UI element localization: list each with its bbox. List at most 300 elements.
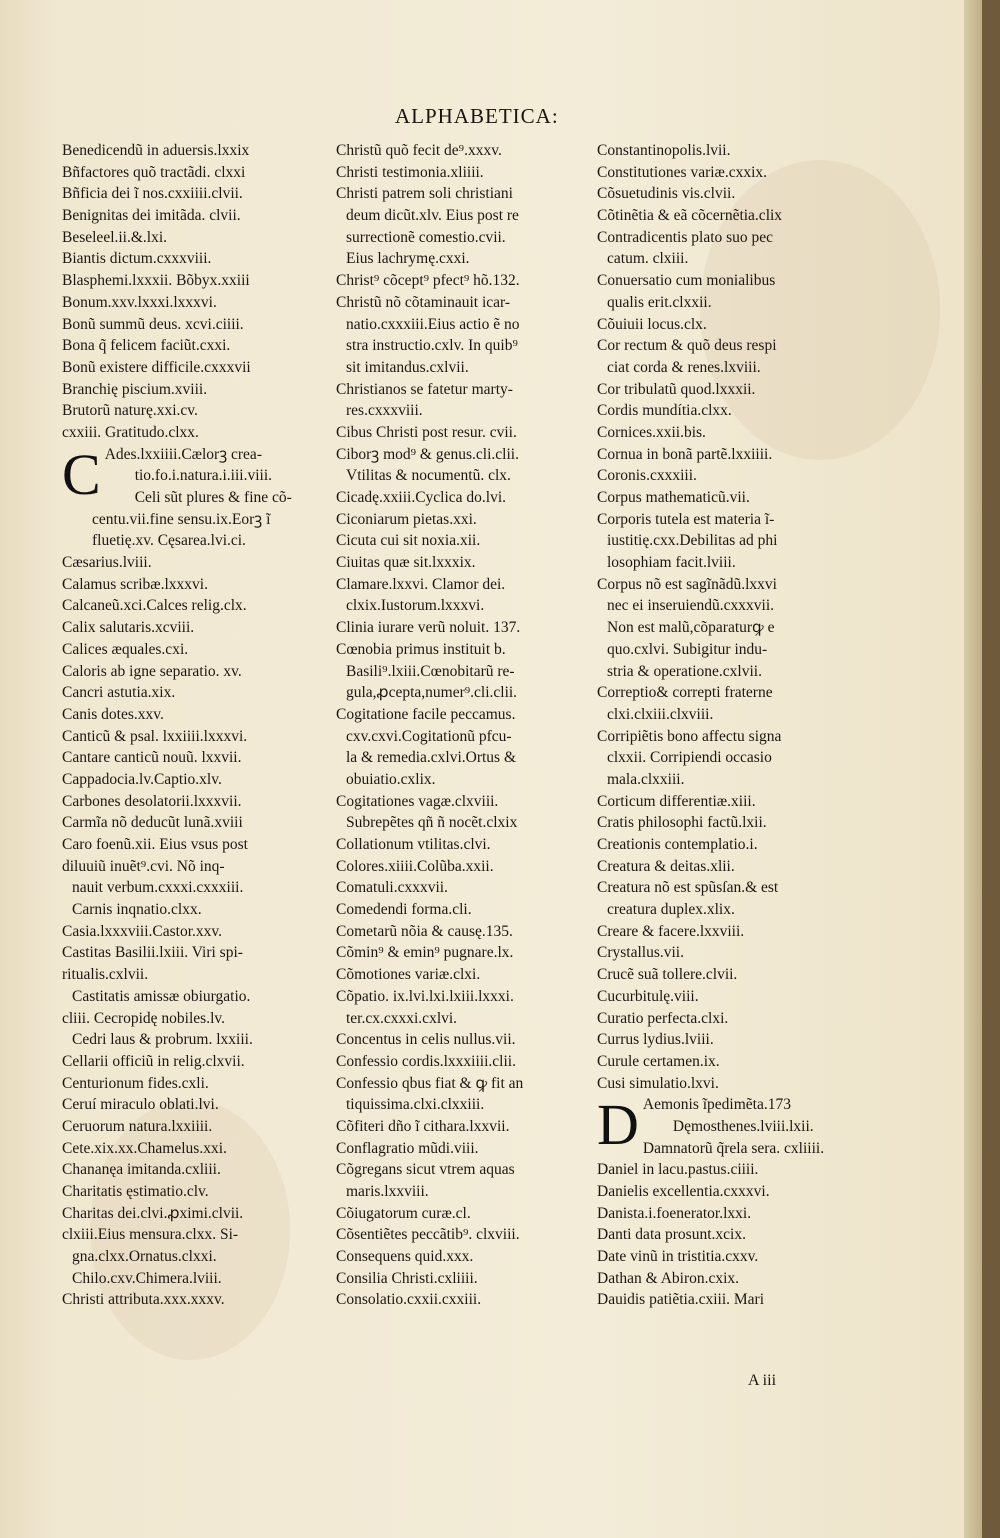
- index-entry-text: Cõfiteri dño ĩ cithara.lxxvii.: [336, 1117, 510, 1135]
- index-entry: [597, 921, 857, 943]
- index-entry-text: creatura duplex.xlix.: [607, 901, 735, 919]
- index-entry-text: Christi attributa.xxx.xxxv.: [62, 1291, 225, 1309]
- index-entry-text: Danielis excellentia.cxxxvi.: [597, 1183, 770, 1200]
- index-entry: [597, 248, 857, 270]
- index-entry-text: Cellarii officiũ in relig.clxvii.: [62, 1052, 245, 1070]
- index-entry: [62, 270, 327, 292]
- index-entry: [597, 1029, 857, 1051]
- index-entry: [336, 704, 598, 726]
- index-entry-text: Cõmin⁹ & emin⁹ pugnare.lx.: [336, 944, 514, 962]
- index-entry: [336, 205, 598, 227]
- index-entry: [336, 552, 598, 574]
- index-entry: [336, 726, 598, 748]
- index-entry: [62, 639, 327, 661]
- index-entry-text: Benedicendũ in aduersis.lxxix: [62, 142, 250, 159]
- index-entry: [336, 639, 598, 661]
- index-entry-text: Creare & facere.lxxviii.: [597, 922, 745, 940]
- index-entry: [597, 942, 857, 964]
- index-entry: [597, 335, 857, 357]
- index-entry: [62, 292, 327, 314]
- index-entry-text: Christi testimonia.xliiii.: [336, 163, 484, 181]
- index-entry: [336, 964, 598, 986]
- index-entry: [597, 834, 857, 856]
- index-entry: [62, 183, 327, 205]
- index-entry: [597, 1289, 857, 1311]
- index-entry-text: Cõsuetudinis vis.clvii.: [597, 185, 736, 203]
- index-entry-text: Branchię piscium.xviii.: [62, 380, 208, 398]
- index-entry-text: Charitatis ęstimatio.clv.: [62, 1183, 209, 1200]
- index-entry: [62, 335, 327, 357]
- index-entry-text: Dathan & Abiron.cxix.: [597, 1269, 740, 1287]
- index-entry: [597, 530, 857, 552]
- index-entry-text: tio.fo.i.natura.i.iii.viii.: [134, 467, 273, 485]
- index-entry: [336, 661, 598, 683]
- index-entry: [336, 1224, 598, 1246]
- index-entry-text: gna.clxx.Ornatus.clxxi.: [72, 1248, 217, 1266]
- index-entry: [597, 465, 857, 487]
- index-entry: [62, 1008, 327, 1030]
- index-entry: [597, 205, 857, 227]
- index-entry-text: Cordis mundítia.clxx.: [597, 402, 732, 420]
- index-entry-text: Collationum vtilitas.clvi.: [336, 836, 491, 853]
- index-entry: [62, 1159, 327, 1181]
- index-entry: [597, 1203, 857, 1225]
- index-entry: [336, 1116, 598, 1138]
- index-entry: [62, 205, 327, 227]
- index-entry-text: Cõsentiẽtes peccãtib⁹. clxviii.: [336, 1226, 520, 1244]
- index-entry: [336, 769, 598, 791]
- index-entry: [336, 1008, 598, 1030]
- index-entry-text: Christũ nõ cõtaminauit icar-: [336, 293, 511, 311]
- index-entry: [336, 465, 598, 487]
- index-entry-text: Coronis.cxxxiii.: [597, 467, 697, 485]
- index-entry-text: Cusi simulatio.lxvi.: [597, 1074, 719, 1092]
- index-entry: [62, 856, 327, 878]
- index-entry: [62, 595, 327, 617]
- index-entry: [62, 314, 327, 336]
- index-entry-text: Currus lydius.lviii.: [597, 1031, 714, 1049]
- index-entry-text: Cucurbitulę.viii.: [597, 987, 699, 1005]
- index-entry-text: clxix.Iustorum.lxxxvi.: [346, 597, 485, 615]
- index-entry: [62, 986, 327, 1008]
- index-entry: [62, 1094, 327, 1116]
- index-entry-text: Danti data prosunt.xcix.: [597, 1226, 746, 1244]
- index-entry: [62, 422, 327, 444]
- index-entry: [597, 444, 857, 466]
- index-entry: [336, 1246, 598, 1268]
- index-entry-text: Cappadocia.lv.Captio.xlv.: [62, 770, 222, 788]
- index-entry: [336, 400, 598, 422]
- index-entry-text: Vtilitas & nocumentũ. clx.: [346, 467, 511, 485]
- index-entry-text: gula,ꝓcepta,numer⁹.cli.clii.: [346, 684, 518, 702]
- index-entry-text: Aemonis ĩpedimẽta.173: [642, 1096, 791, 1114]
- index-entry-text: catum. clxiii.: [607, 250, 689, 268]
- index-entry: [597, 964, 857, 986]
- index-entry: [336, 379, 598, 401]
- index-entry: [62, 509, 327, 531]
- index-entry-text: Carmĩa nõ deducũt lunã.xviii: [62, 814, 243, 832]
- index-entry: [62, 530, 327, 552]
- index-entry-text: Crucẽ suã tollere.clvii.: [597, 966, 738, 984]
- index-entry: [62, 661, 327, 683]
- index-entry: [62, 1073, 327, 1095]
- index-entry-text: Dęmosthenes.lviii.lxii.: [672, 1117, 814, 1135]
- index-entry: [336, 877, 598, 899]
- index-entry: [336, 422, 598, 444]
- index-entry-text: Ceruí miraculo oblati.lvi.: [62, 1096, 219, 1114]
- index-entry-text: Cõiugatorum curæ.cl.: [336, 1204, 471, 1222]
- index-entry: [597, 726, 857, 748]
- index-entry-text: Bonũ existere difficile.cxxxvii: [62, 358, 251, 376]
- index-entry-text: Curule certamen.ix.: [597, 1052, 720, 1070]
- index-entry-text: Danista.i.foenerator.lxxi.: [597, 1204, 752, 1222]
- index-entry-text: Christ⁹ cõcept⁹ pfect⁹ hõ.132.: [336, 272, 520, 290]
- index-entry: [597, 422, 857, 444]
- index-entry: [597, 682, 857, 704]
- index-entry: [597, 661, 857, 683]
- index-entry: [62, 1029, 327, 1051]
- index-entry: [336, 487, 598, 509]
- index-entry: [62, 1246, 327, 1268]
- index-entry-text: Cete.xix.xx.Chamelus.xxi.: [62, 1139, 227, 1157]
- index-entry-text: Bñfactores quõ tractãdi. clxxi: [62, 163, 246, 181]
- index-entry-text: Comedendi forma.cli.: [336, 901, 472, 919]
- index-entry-text: Cancri astutia.xix.: [62, 684, 176, 702]
- index-entry-text: Date vinũ in tristitia.cxxv.: [597, 1248, 759, 1266]
- index-entry: [597, 1051, 857, 1073]
- index-entry-text: Bona q̃ felicem faciũt.cxxi.: [62, 337, 231, 355]
- index-entry-text: cxv.cxvi.Cogitationũ pfcu-: [346, 727, 512, 745]
- index-entry-text: nauit verbum.cxxxi.cxxxiii.: [72, 879, 244, 897]
- index-entry: [597, 357, 857, 379]
- index-entry-text: Cœnobia primus instituit b.: [336, 640, 506, 658]
- index-entry: [336, 335, 598, 357]
- index-entry-text: res.cxxxviii.: [346, 402, 423, 420]
- index-entry-text: Creatura & deitas.xlii.: [597, 857, 735, 875]
- index-entry-text: Cor rectum & quõ deus respi: [597, 337, 777, 355]
- index-entry: [336, 357, 598, 379]
- index-entry: [336, 1094, 598, 1116]
- index-entry-text: Curatio perfecta.clxi.: [597, 1009, 729, 1027]
- index-entry-text: Comatuli.cxxxvii.: [336, 879, 448, 897]
- index-entry-text: la & remedia.cxlvi.Ortus &: [346, 749, 517, 767]
- index-entry-text: sit imitandus.cxlvii.: [346, 358, 469, 376]
- index-entry: [62, 1289, 327, 1311]
- index-entry-text: Blasphemi.lxxxii. Bõbyx.xxiii: [62, 272, 250, 290]
- index-entry-text: Carbones desolatorii.lxxxvii.: [62, 792, 242, 810]
- index-entry-text: ciat corda & renes.lxviii.: [607, 358, 761, 376]
- index-entry: [62, 1224, 327, 1246]
- index-entry: [336, 942, 598, 964]
- index-entry: [336, 444, 598, 466]
- index-entry: [336, 791, 598, 813]
- index-entry: [336, 1051, 598, 1073]
- index-entry-text: surrectionẽ comestio.cvii.: [346, 228, 506, 246]
- index-entry-text: Consilia Christi.cxliiii.: [336, 1269, 478, 1287]
- index-entry-text: clxi.clxiii.clxviii.: [607, 705, 714, 723]
- index-entry: [62, 942, 327, 964]
- index-entry-text: Corripiẽtis bono affectu signa: [597, 727, 782, 745]
- index-entry: [336, 834, 598, 856]
- index-entry-text: Calices æquales.cxi.: [62, 640, 189, 658]
- index-entry: [62, 704, 327, 726]
- index-entry: [336, 1138, 598, 1160]
- index-entry: [62, 1138, 327, 1160]
- index-entry-text: Cornua in bonã partẽ.lxxiiii.: [597, 445, 773, 463]
- index-entry: [597, 617, 857, 639]
- index-entry: [336, 509, 598, 531]
- index-entry-text: Corpus nõ est sagĩnãdũ.lxxvi: [597, 575, 777, 593]
- index-entry: [597, 292, 857, 314]
- index-entry-text: Ciconiarum pietas.xxi.: [336, 510, 477, 528]
- index-entry-text: Basili⁹.lxiii.Cœnobitarũ re-: [346, 662, 515, 680]
- index-entry: [336, 162, 598, 184]
- index-entry-text: Casia.lxxxviii.Castor.xxv.: [62, 922, 223, 940]
- index-entry-text: Cogitationes vagæ.clxviii.: [336, 792, 499, 810]
- index-entry-text: cxxiii. Gratitudo.clxx.: [62, 423, 199, 441]
- index-entry-text: Chilo.cxv.Chimera.lviii.: [72, 1269, 222, 1287]
- index-entry: [336, 986, 598, 1008]
- index-entry-text: Christianos se fatetur marty-: [336, 380, 513, 398]
- index-entry: [597, 1073, 857, 1095]
- index-entry-text: Benignitas dei imitãda. clvii.: [62, 207, 241, 225]
- index-entry-text: Ades.lxxiiii.Cælorꝫ crea-: [104, 445, 262, 463]
- index-entry: [597, 856, 857, 878]
- index-entry-text: Calix salutaris.xcviii.: [62, 619, 195, 637]
- index-entry-text: Cratis philosophi factũ.lxii.: [597, 814, 767, 832]
- index-entry-text: ritualis.cxlvii.: [62, 966, 149, 984]
- index-entry-text: Calamus scribæ.lxxxvi.: [62, 575, 208, 593]
- index-entry: [62, 227, 327, 249]
- index-entry: [336, 812, 598, 834]
- index-entry-text: deum dicũt.xlv. Eius post re: [346, 207, 519, 225]
- index-entry-text: Damnatorũ q̃rela sera. cxliiii.: [642, 1139, 825, 1157]
- index-entry-text: Cornices.xxii.bis.: [597, 423, 706, 441]
- index-entry-text: Caro foenũ.xii. Eius vsus post: [62, 836, 248, 853]
- index-entry-text: ter.cx.cxxxi.cxlvi.: [346, 1009, 458, 1027]
- index-entry-text: tiquissima.clxi.clxxiii.: [346, 1096, 485, 1114]
- index-entry: [597, 747, 857, 769]
- index-entry-text: Charitas dei.clvi.ꝓximi.clvii.: [62, 1204, 244, 1222]
- index-entry: [336, 1289, 598, 1311]
- index-entry: [597, 899, 857, 921]
- index-entry-text: Corporis tutela est materia ĩ-: [597, 510, 775, 528]
- index-entry: [62, 747, 327, 769]
- index-entry: [643, 1116, 857, 1138]
- index-entry: [62, 791, 327, 813]
- index-entry-text: stra instructio.cxlv. In quib⁹: [346, 337, 518, 355]
- index-entry: [597, 1159, 857, 1181]
- index-entry: [597, 509, 857, 531]
- index-entry-text: Cometarũ nõia & causę.135.: [336, 922, 513, 940]
- index-entry-text: Cor tribulatũ quod.lxxxii.: [597, 380, 756, 398]
- index-entry-text: Corticum differentiæ.xiii.: [597, 792, 756, 810]
- index-entry-text: natio.cxxxiii.Eius actio ẽ no: [346, 315, 520, 333]
- index-entry-text: Contradicentis plato suo pec: [597, 228, 774, 246]
- index-entry: [336, 856, 598, 878]
- index-entry-text: centu.vii.fine sensu.ix.Eorꝫ ĩ: [92, 510, 271, 528]
- index-entry: [336, 1073, 598, 1095]
- index-entry-text: Ciuitas quæ sit.lxxxix.: [336, 554, 476, 572]
- index-entry: [597, 639, 857, 661]
- index-entry-text: clxiii.Eius mensura.clxx. Si-: [62, 1226, 239, 1244]
- index-entry: [597, 162, 857, 184]
- index-entry-text: Subrepẽtes qñ ñ nocẽt.clxix: [346, 814, 518, 832]
- index-entry-text: clxxii. Corripiendi occasio: [607, 749, 772, 767]
- index-entry: [62, 682, 327, 704]
- index-entry: [336, 682, 598, 704]
- index-entry: [597, 487, 857, 509]
- index-entry-text: Cedri laus & probrum. lxxiii.: [72, 1031, 253, 1049]
- index-entry-text: Cibus Christi post resur. cvii.: [336, 423, 517, 441]
- index-entry-text: Consolatio.cxxii.cxxiii.: [336, 1291, 482, 1309]
- index-entry: [336, 1181, 598, 1203]
- index-entry-text: Creationis contemplatio.i.: [597, 836, 758, 853]
- index-entry-text: Cõuiuii locus.clx.: [597, 315, 707, 333]
- index-entry: [62, 964, 327, 986]
- index-entry-text: Constantinopolis.lvii.: [597, 142, 731, 159]
- index-entry: [336, 617, 598, 639]
- index-entry: [62, 1203, 327, 1225]
- index-entry-text: Beseleel.ii.&.lxi.: [62, 228, 168, 246]
- index-entry-text: Crystallus.vii.: [597, 944, 684, 962]
- index-entry-text: Confessio qbus fiat & ꝙ fit an: [336, 1074, 524, 1092]
- index-entry: [62, 140, 327, 162]
- index-entry: [597, 812, 857, 834]
- index-entry: [62, 899, 327, 921]
- index-entry: [336, 1029, 598, 1051]
- index-entry-text: Cæsarius.lviii.: [62, 554, 152, 572]
- index-entry-text: Christi patrem soli christiani: [336, 185, 513, 203]
- index-entry: [597, 183, 857, 205]
- index-entry-text: Dauidis patiẽtia.cxiii. Mari: [597, 1291, 765, 1309]
- index-entry: [597, 1246, 857, 1268]
- index-entry-text: losophiam facit.lviii.: [607, 554, 736, 572]
- index-entry-text: Correptio& correpti fraterne: [597, 684, 773, 702]
- index-entry: [597, 227, 857, 249]
- index-entry: [597, 877, 857, 899]
- index-entry-text: Cõmotiones variæ.clxi.: [336, 966, 481, 984]
- index-entry: [62, 552, 327, 574]
- index-entry: [105, 465, 327, 487]
- index-entry: [597, 769, 857, 791]
- index-entry-text: quo.cxlvi. Subigitur indu-: [607, 640, 768, 658]
- index-entry: [62, 877, 327, 899]
- page-header: ALPHABETICA:: [395, 104, 559, 128]
- index-entry-text: Ceruorum natura.lxxiiii.: [62, 1117, 213, 1135]
- index-entry: [62, 400, 327, 422]
- index-entry-text: Confessio cordis.lxxxiiii.clii.: [336, 1052, 516, 1070]
- index-entry-text: Caloris ab igne separatio. xv.: [62, 662, 242, 680]
- index-entry: [597, 986, 857, 1008]
- index-entry: [597, 552, 857, 574]
- index-entry: [336, 183, 598, 205]
- index-entry: [336, 1159, 598, 1181]
- index-column-3: [597, 140, 857, 1311]
- index-entry: [62, 248, 327, 270]
- index-entry-text: Creatura nõ est spũsſan.& est: [597, 879, 779, 897]
- index-entry-text: Centurionum fides.cxli.: [62, 1074, 209, 1092]
- index-entry-text: Bñficia dei ĩ nos.cxxiiii.clvii.: [62, 185, 243, 203]
- index-entry: [597, 400, 857, 422]
- index-entry-text: fluetię.xv. Cęsarea.lvi.ci.: [92, 532, 246, 550]
- index-entry: [597, 791, 857, 813]
- index-entry: [597, 140, 857, 162]
- index-column-2: [336, 140, 598, 1311]
- index-entry-text: Cicuta cui sit noxia.xii.: [336, 532, 481, 550]
- initial-capital: D: [597, 1092, 639, 1158]
- index-entry-text: Clinia iurare verũ noluit. 137.: [336, 619, 521, 637]
- index-entry: [62, 921, 327, 943]
- index-entry-text: Canis dotes.xxv.: [62, 705, 164, 723]
- index-entry-text: obuiatio.cxlix.: [346, 770, 436, 788]
- index-entry-text: Non est malũ,cõparaturꝙ e: [607, 619, 775, 637]
- index-entry-text: Castitas Basilii.lxiii. Viri spi-: [62, 944, 243, 962]
- index-entry: [336, 1203, 598, 1225]
- index-entry: [336, 1268, 598, 1290]
- index-entry: [597, 595, 857, 617]
- index-entry: [597, 1181, 857, 1203]
- index-entry: [597, 379, 857, 401]
- index-entry-text: Constitutiones variæ.cxxix.: [597, 163, 768, 181]
- index-entry-text: Canticũ & psal. lxxiiii.lxxxvi.: [62, 727, 248, 745]
- index-entry-text: Celi sũt plures & fine cõ-: [134, 489, 292, 506]
- index-entry-text: Christũ quõ fecit de⁹.xxxv.: [336, 142, 502, 159]
- index-entry-text: maris.lxxviii.: [346, 1183, 429, 1200]
- index-entry: [597, 574, 857, 596]
- index-entry: [597, 1268, 857, 1290]
- index-entry-text: Cicadę.xxiii.Cyclica do.lvi.: [336, 489, 507, 506]
- index-entry: [597, 704, 857, 726]
- index-entry: [597, 314, 857, 336]
- index-entry: [62, 162, 327, 184]
- index-entry-text: Consequens quid.xxx.: [336, 1248, 474, 1266]
- index-entry: [336, 227, 598, 249]
- index-entry-text: Concentus in celis nullus.vii.: [336, 1031, 516, 1049]
- index-entry-text: Cantare canticũ nouũ. lxxvii.: [62, 749, 242, 767]
- index-entry: [336, 314, 598, 336]
- index-entry-text: Cõtinẽtia & eã cõcernẽtia.clix: [597, 207, 783, 225]
- index-entry: [336, 747, 598, 769]
- index-entry: [62, 1051, 327, 1073]
- index-entry-text: Conuersatio cum monialibus: [597, 272, 776, 290]
- index-entry: [336, 270, 598, 292]
- index-entry: [336, 595, 598, 617]
- index-entry: [62, 769, 327, 791]
- index-entry: [62, 1268, 327, 1290]
- index-entry-text: mala.clxxiii.: [607, 770, 685, 788]
- page-edge: [964, 0, 982, 1538]
- index-entry-text: Daniel in lacu.pastus.ciiii.: [597, 1161, 759, 1179]
- index-entry: [597, 270, 857, 292]
- index-entry-text: Calcaneũ.xci.Calces relig.clx.: [62, 597, 247, 615]
- index-entry-text: iustitię.cxx.Debilitas ad phi: [607, 532, 778, 550]
- index-entry-text: stria & operatione.cxlvii.: [607, 662, 762, 680]
- index-entry-text: Chananęa imitanda.cxliii.: [62, 1161, 221, 1179]
- index-entry: [643, 1138, 857, 1160]
- index-entry-text: Bonum.xxv.lxxxi.lxxxvi.: [62, 293, 217, 311]
- index-entry-text: Carnis inqnatio.clxx.: [72, 901, 202, 919]
- index-entry: [105, 487, 327, 509]
- index-entry: [336, 292, 598, 314]
- index-entry-text: Cogitatione facile peccamus.: [336, 705, 516, 723]
- initial-capital: C: [62, 441, 101, 507]
- index-entry-text: Brutorũ naturę.xxi.cv.: [62, 402, 198, 420]
- index-entry: [62, 357, 327, 379]
- index-entry: [336, 574, 598, 596]
- index-entry-text: qualis erit.clxxii.: [607, 293, 712, 311]
- index-entry: [62, 1181, 327, 1203]
